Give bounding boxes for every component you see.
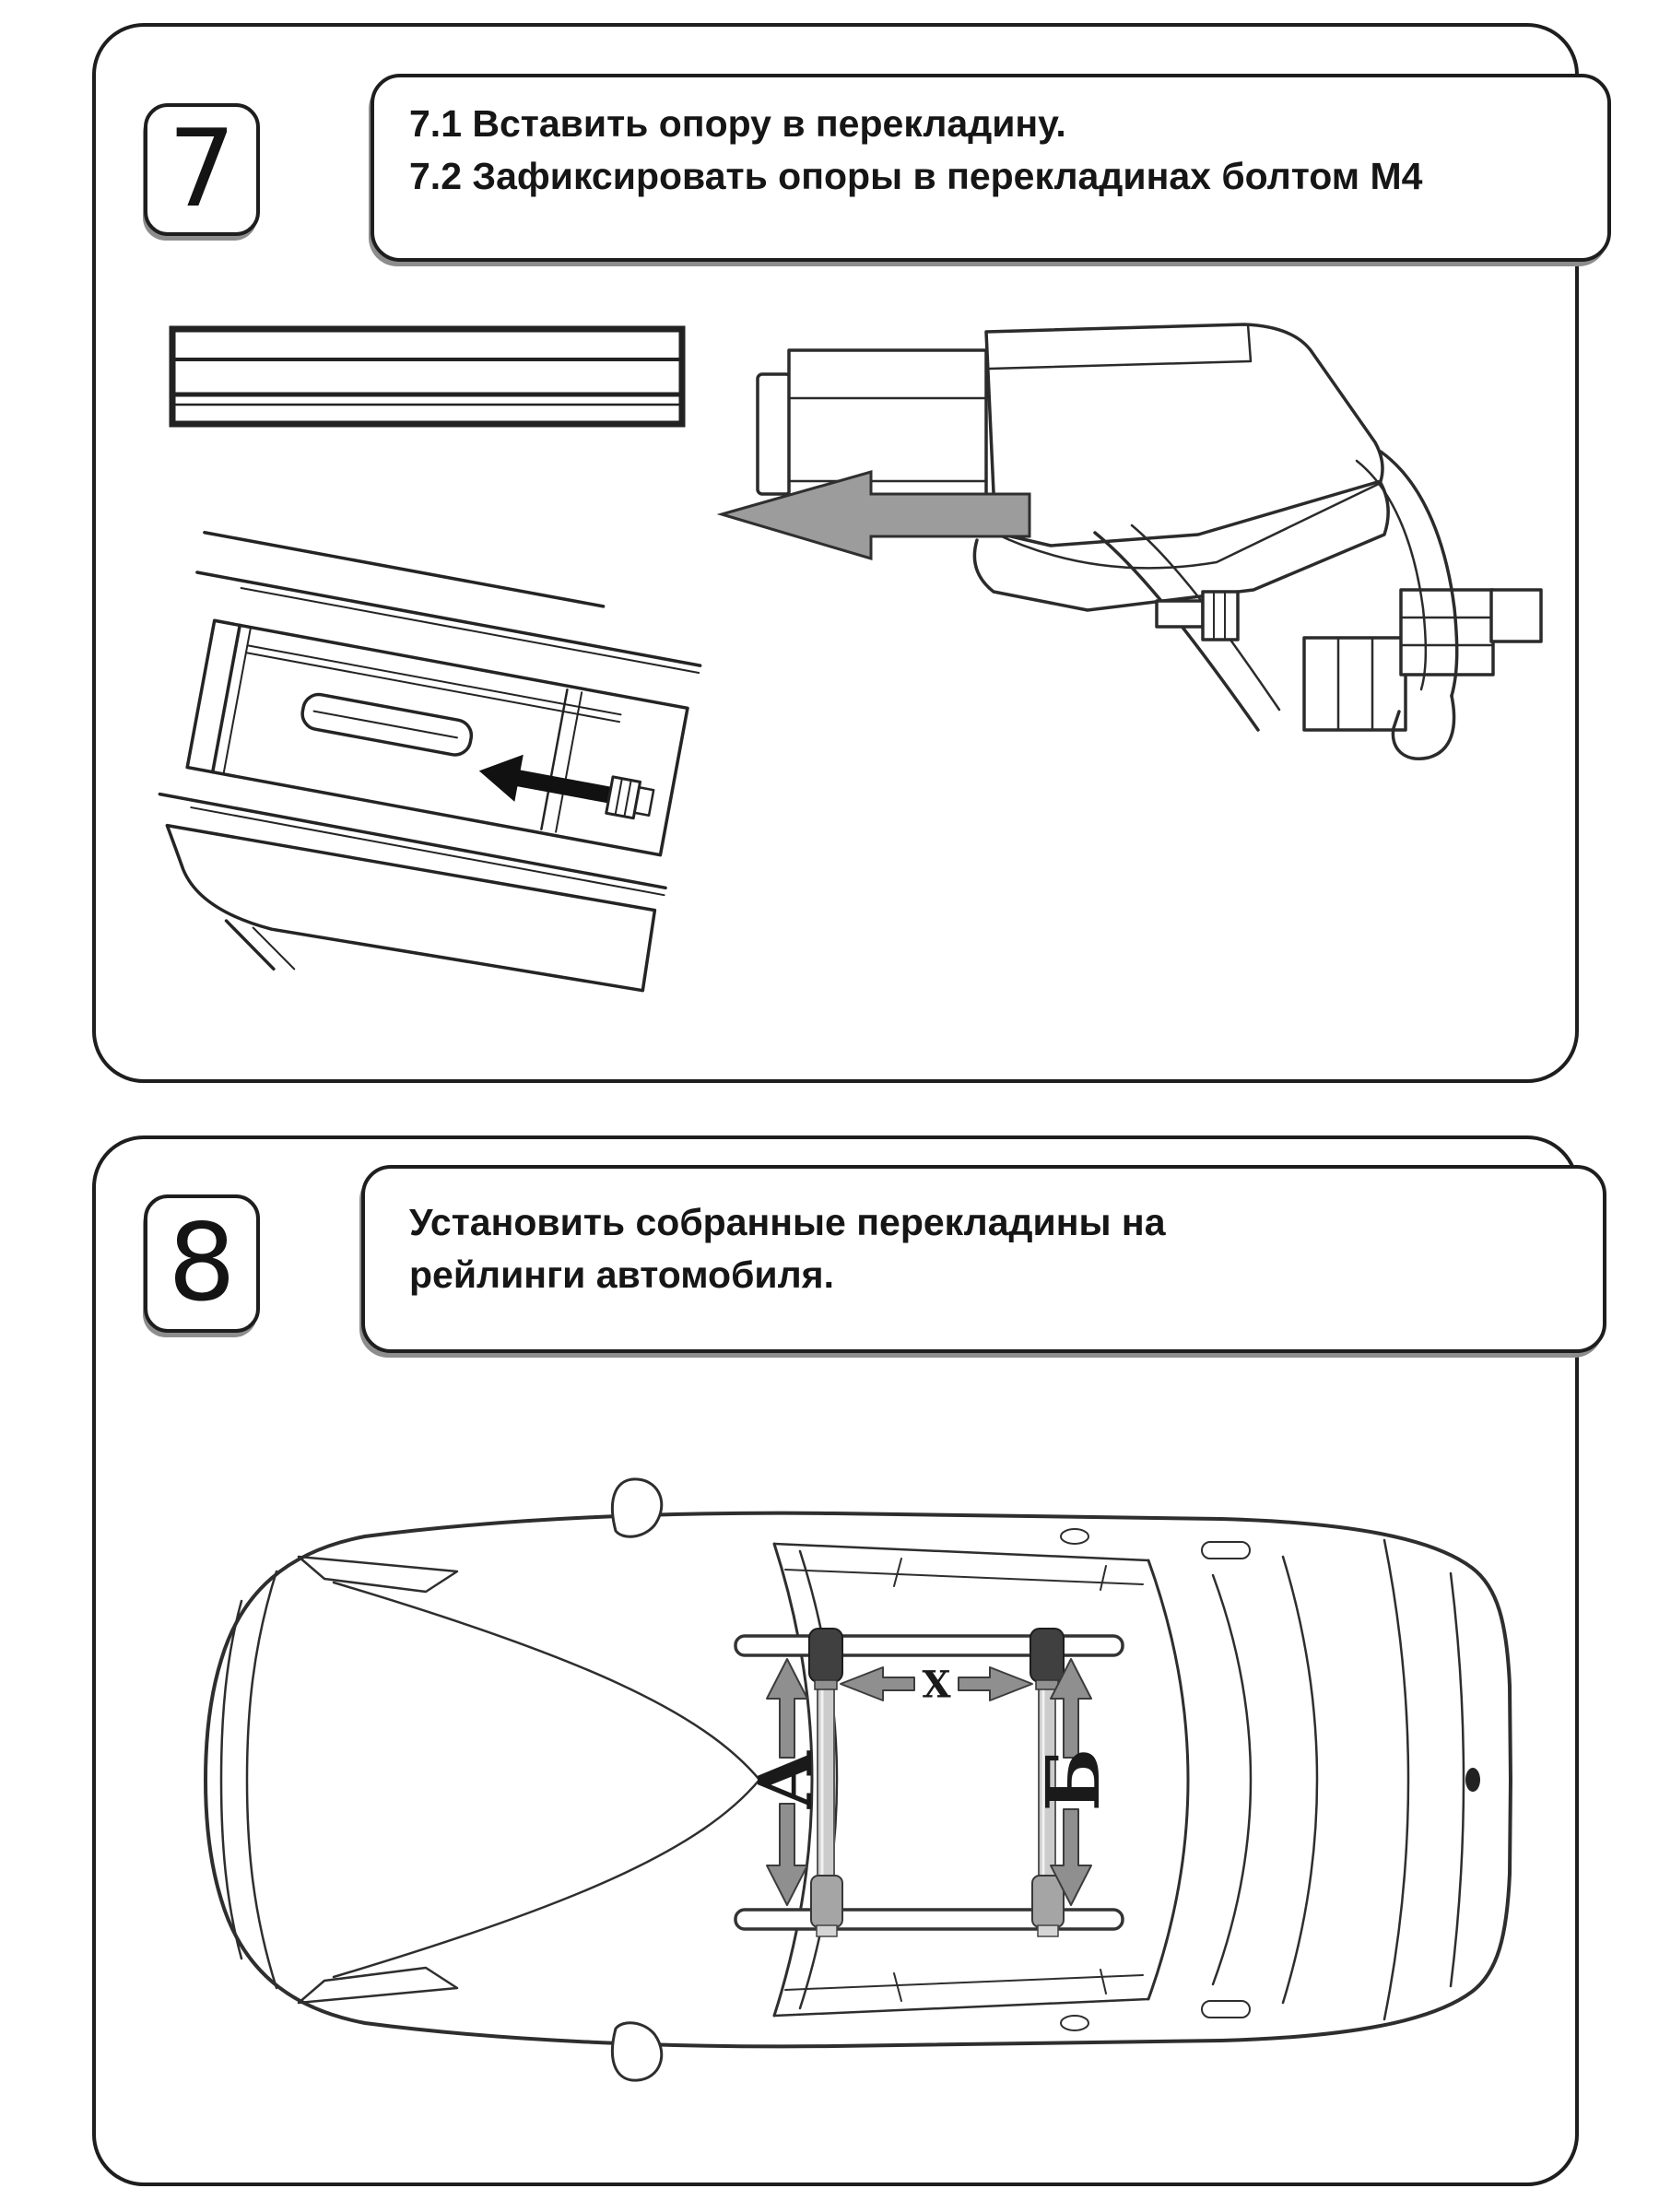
step-7-number: 7 (168, 107, 236, 231)
instruction-line-7-2: 7.2 Зафиксировать опоры в перекладинах болтом М4 (409, 155, 1423, 197)
step-8-number-box (144, 1194, 260, 1333)
car-top-view-drawing (184, 1470, 1530, 2134)
step-7-instructions-box (371, 74, 1611, 262)
car-body-outline (206, 1513, 1511, 2047)
label-distance-x: X (922, 1663, 951, 1707)
instruction-line-7-1: 7.1 Вставить опору в перекладину. (409, 102, 1066, 145)
panel-step-7 (92, 23, 1579, 1083)
bar-underside-detail-drawing (129, 533, 714, 1037)
roofrack-foot-drawing (758, 324, 1541, 759)
instruction-line-8: Установить собранные перекладины на рейлинги автомобиля. (409, 1201, 1166, 1296)
label-front-bar: А (742, 1749, 829, 1810)
step-7-number-box (144, 103, 260, 236)
label-rear-bar: Б (1030, 1747, 1116, 1812)
crossbar-profile-drawing (172, 329, 682, 424)
panel-step-8 (92, 1135, 1579, 2186)
step-8-number: 8 (168, 1201, 236, 1325)
step-8-instructions-box (361, 1165, 1606, 1353)
step-7-figures (111, 313, 1585, 1078)
m4-bolt-detail-drawing (606, 777, 655, 821)
